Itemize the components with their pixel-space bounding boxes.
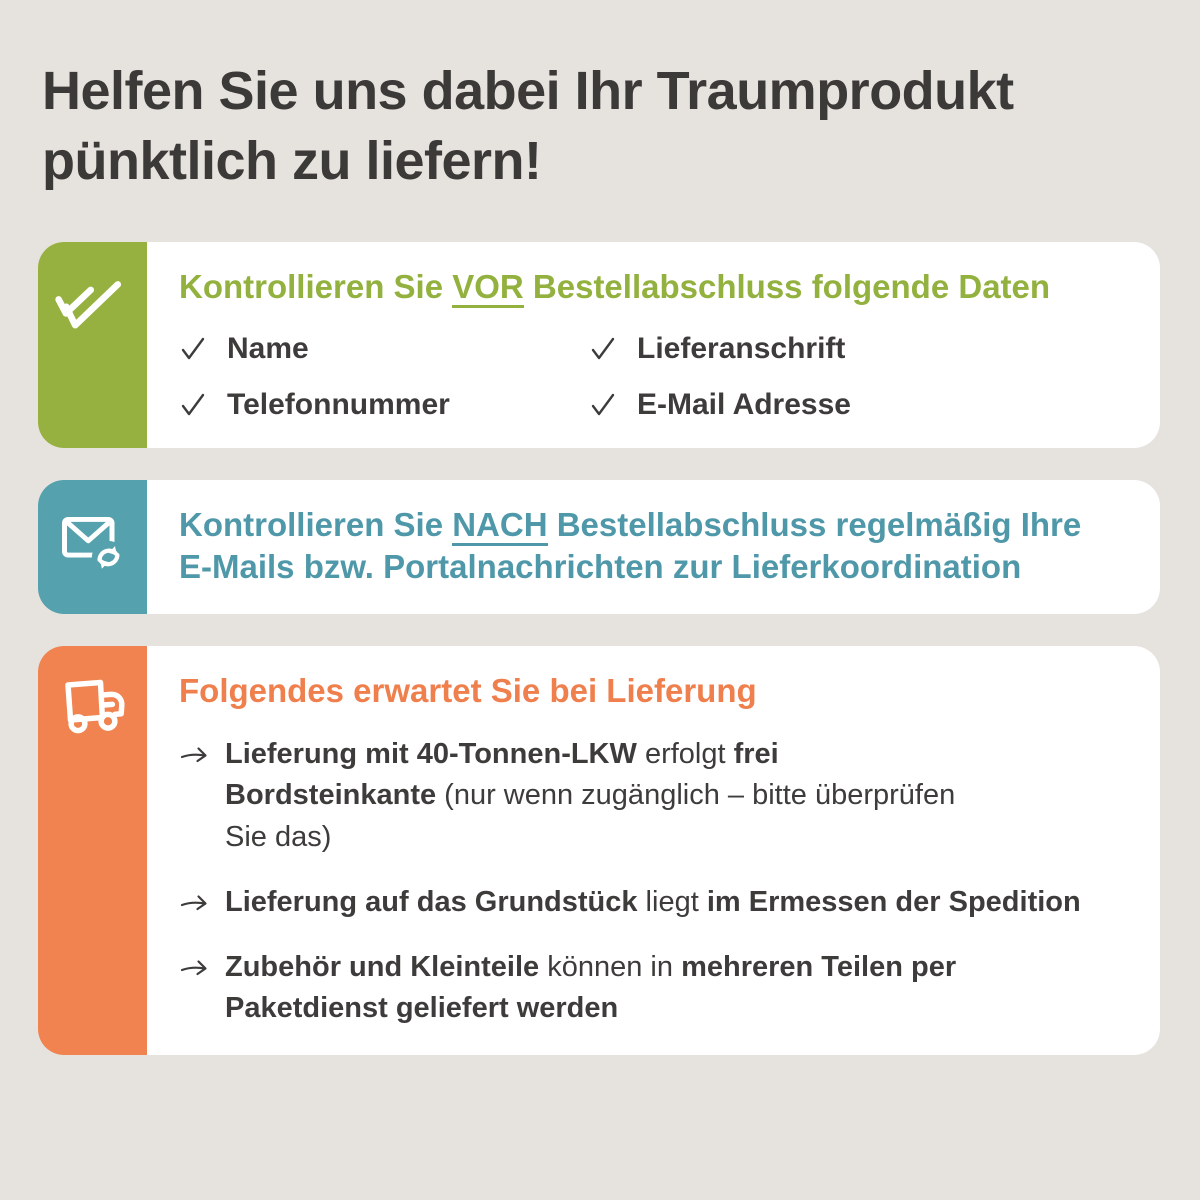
bullet-list <box>179 734 1120 1029</box>
card-after-order <box>38 480 1160 614</box>
double-checkmark-icon <box>51 266 135 350</box>
green-accent-strip <box>38 242 147 448</box>
card-before-order-title <box>179 266 1120 308</box>
arrow-right-icon <box>179 947 209 980</box>
card-list <box>38 242 1160 1055</box>
checkmark-icon <box>179 391 207 419</box>
title-prefix: Kontrollieren Sie <box>179 506 453 544</box>
mail-sync-icon <box>55 504 131 580</box>
card-after-order-title <box>179 504 1119 588</box>
bullet-segment: können in <box>539 950 682 983</box>
checklist-item-label: Name <box>227 332 309 366</box>
checklist-item <box>179 388 589 422</box>
arrow-right-icon <box>179 882 209 915</box>
bullet-segment: Lieferung mit 40-Tonnen-LKW <box>225 738 637 771</box>
bullet-segment: liegt <box>637 885 707 918</box>
title-prefix: Kontrollieren Sie <box>179 268 453 306</box>
bullet-text <box>225 947 1120 1029</box>
page-title <box>0 0 1200 196</box>
card-delivery-title: Folgendes erwartet Sie bei Lieferung <box>179 672 757 710</box>
bullet-segment: frei Bordsteinkante <box>225 738 779 812</box>
checkmark-icon <box>179 335 207 363</box>
bullet-segment: mehreren Teilen per Paketdienst geliefert werden <box>225 950 957 1025</box>
checklist-item-label: Lieferanschrift <box>637 332 846 366</box>
bullet-text <box>225 734 975 858</box>
checklist <box>179 332 1120 422</box>
bullet-segment: erfolgt <box>636 738 734 771</box>
checklist-item <box>589 332 1120 366</box>
underlined-word: NACH <box>452 508 547 546</box>
orange-accent-strip <box>38 646 147 1055</box>
bullet-item <box>179 882 1120 923</box>
card-before-order <box>38 242 1160 448</box>
bullet-segment: Lieferung auf das Grundstück <box>225 885 638 918</box>
bullet-segment: im Ermessen der Spedition <box>706 885 1081 918</box>
page-title-line-1: Helfen Sie uns dabei Ihr Traumprodukt <box>42 61 1014 121</box>
underlined-word: VOR <box>452 270 524 308</box>
teal-accent-strip <box>38 480 147 614</box>
card-before-order-body <box>147 242 1160 448</box>
checklist-item <box>589 388 1120 422</box>
checklist-item-label: E-Mail Adresse <box>637 388 851 422</box>
checkmark-icon <box>589 391 617 419</box>
bullet-segment: (nur wenn zugänglich – bitte überprüfen Sie das) <box>225 779 956 853</box>
page-title-line-2: pünktlich zu liefern! <box>42 131 542 192</box>
bullet-text <box>225 882 1081 923</box>
card-delivery-body <box>147 646 1160 1055</box>
bullet-item <box>179 734 1120 858</box>
checklist-item <box>179 332 589 366</box>
checkmark-icon <box>589 335 617 363</box>
delivery-truck-icon <box>53 670 133 750</box>
checklist-item-label: Telefonnummer <box>227 388 450 422</box>
card-after-order-body <box>147 480 1160 614</box>
title-suffix: Bestellabschluss regelmäßig Ihre E-Mails bzw. Portalnachrichten zur Lieferkoordination <box>179 506 1082 586</box>
arrow-right-icon <box>179 734 209 767</box>
bullet-segment: Zubehör und Kleinteile <box>225 950 540 983</box>
card-delivery <box>38 646 1160 1055</box>
bullet-item <box>179 947 1120 1029</box>
title-suffix: Bestellabschluss folgende Daten <box>523 268 1051 306</box>
